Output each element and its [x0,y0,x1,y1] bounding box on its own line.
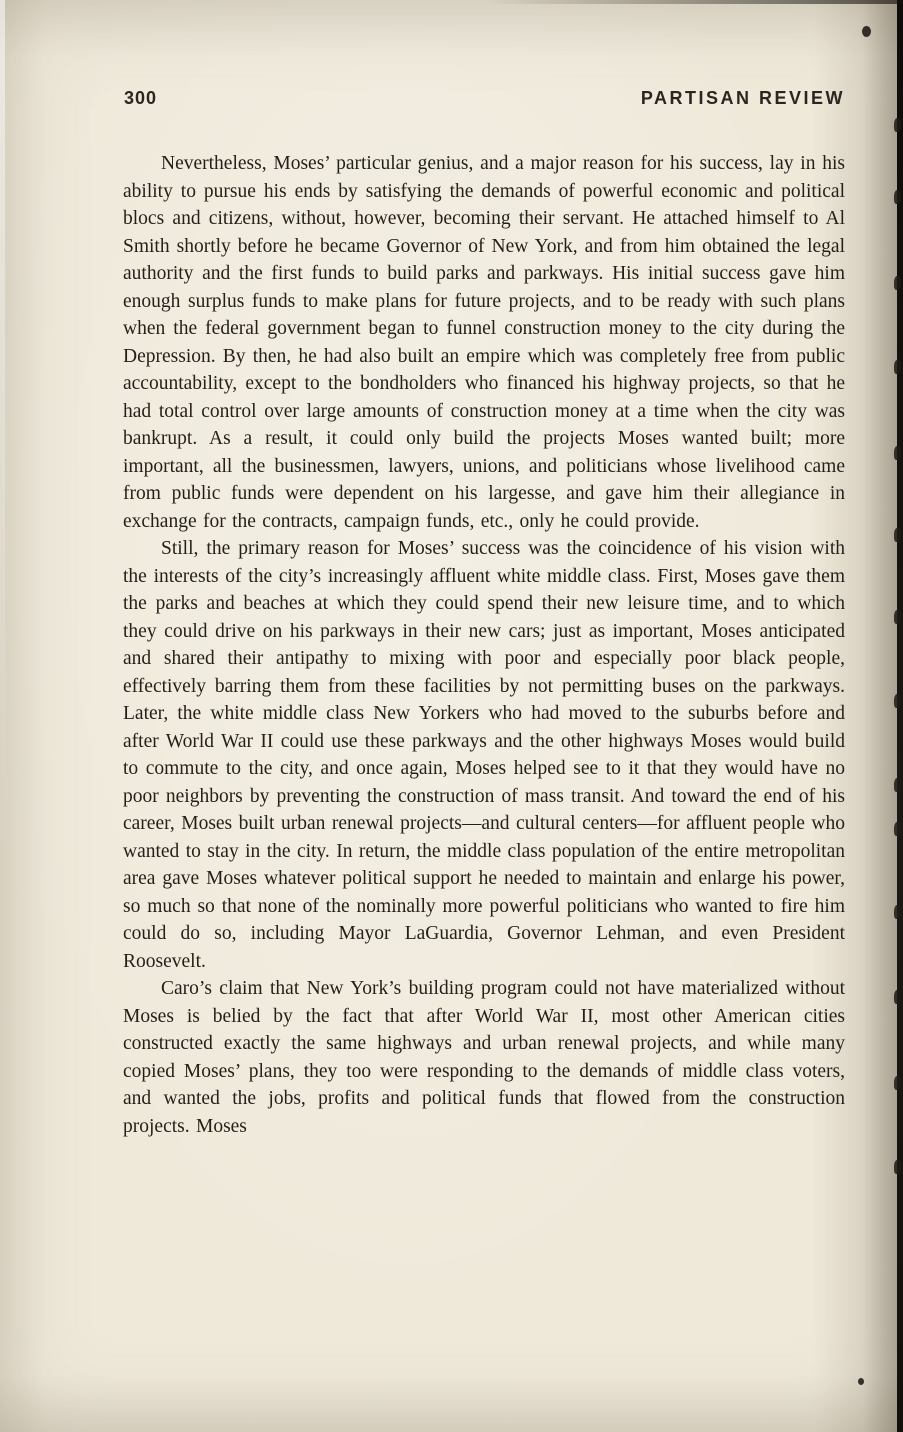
page-edge-highlight [0,0,5,859]
binding-mark [894,118,901,132]
binding-mark [894,360,901,374]
binding-mark [894,610,901,624]
paragraph-2: Still, the primary reason for Moses’ success was the coincidence of his vision with the interests of the city’s increasingly affluent white middle class. First, Moses gave them the parks and beaches at which they could spend their new leisure time, and to which they could drive on his parkways in their new cars; just as important, Moses anticipated and shared their antipathy to mixing with poor and especially poor black people, effectively barring them from these facilities by not permitting buses on the parkways. Later, the white middle class New Yorkers who had moved to the suburbs before and after World War II could use these parkways and the other highways Moses would build to commute to the city, and once again, Moses helped see to it that they would have no poor neighbors by preventing the construction of mass transit. And toward the end of his career, Moses built urban renewal projects—and cultural centers—for affluent people who wanted to stay in the city. In return, the middle class population of the entire metropolitan area gave Moses whatever political support he needed to maintain and enlarge his power, so much so that none of the nominally more powerful politicians who wanted to fire him could do so, including Mayor LaGuardia, Governor Lehman, and even President Roosevelt. [123,538,845,972]
binding-mark [894,1160,901,1174]
binding-mark [894,446,901,460]
text-block [123,150,845,1140]
journal-title: PARTISAN REVIEW [640,88,845,108]
page-number: 300 [124,88,158,108]
ink-speck [858,1378,864,1385]
binding-mark [894,276,901,290]
page-gutter-shadow [863,0,897,1432]
paragraph-3: Caro’s claim that New York’s building program could not have materialized without Moses is belied by the fact that after World War II, most other American cities constructed exactly the same highways and urban renewal projects, and while many copied Moses’ plans, they too were responding to the demands of middle class voters, and wanted the jobs, profits and political funds that flowed from the construction projects. Moses [123,978,845,1137]
binding-mark [894,190,901,204]
page-edge-bar [897,0,903,1432]
binding-mark [894,528,901,542]
ink-speck [862,26,871,37]
binding-mark [894,905,901,919]
binding-mark [894,822,901,836]
paragraph-1: Nevertheless, Moses’ particular genius, and a major reason for his success, lay in his ability to pursue his ends by satisfying the demands of powerful economic and political blocs and citizens, without, however, becoming their servant. He attached himself to Al Smith shortly before he became Governor of New York, and from him obtained the legal authority and the first funds to build parks and parkways. His initial success gave him enough surplus funds to make plans for future projects, and to be ready with such plans when the federal government began to funnel construction money to the city during the Depression. By then, he had also built an empire which was completely free from public accountability, except to the bondholders who financed his highway projects, so that he had total control over large amounts of construction money at a time when the city was bankrupt. As a result, it could only build the projects Moses wanted built; more important, all the businessmen, lawyers, unions, and politicians whose livelihood came from public funds were dependent on his largesse, and gave him their allegiance in exchange for the contracts, campaign funds, etc., only he could provide. [123,153,845,532]
page-top-edge-line [488,0,903,4]
binding-mark [894,694,901,708]
binding-mark [894,1076,901,1090]
running-head [124,88,845,109]
binding-mark [894,990,901,1004]
binding-mark [894,778,901,792]
